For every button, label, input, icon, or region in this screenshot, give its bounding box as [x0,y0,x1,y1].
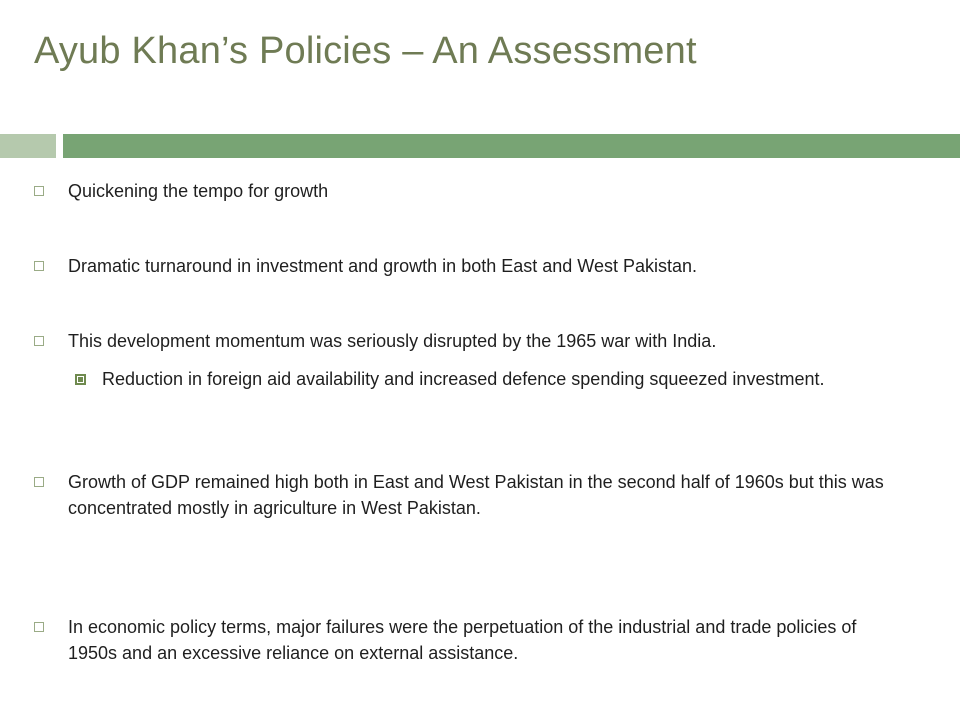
bullet-item [68,178,898,204]
sub-bullet-text: Reduction in foreign aid availability and increased defence spending squeezed investment. [102,369,825,389]
bullet-item [68,469,898,521]
square-bullet-icon [34,477,44,487]
accent-band-light [0,134,56,158]
bullet-text: Growth of GDP remained high both in East and West Pakistan in the second half of 1960s but this was concentrated mostly in agriculture in West Pakistan. [68,472,884,518]
square-bullet-icon [34,186,44,196]
accent-band-dark [63,134,960,158]
square-bullet-icon [34,336,44,346]
bullet-text: Quickening the tempo for growth [68,181,329,201]
bullet-item [68,614,898,666]
bullet-text: This development momentum was seriously disrupted by the 1965 war with India. [68,331,717,351]
square-bullet-icon [34,622,44,632]
bullet-item [68,253,898,279]
square-bullet-icon [34,261,44,271]
sub-bullet-item [102,366,882,392]
filled-square-bullet-icon [75,374,86,385]
bullet-text: In economic policy terms, major failures were the perpetuation of the industrial and trade policies of 1950s and an excessive reliance on external assistance. [68,617,857,663]
bullet-text: Dramatic turnaround in investment and growth in both East and West Pakistan. [68,256,697,276]
bullet-item [68,328,898,354]
slide-title: Ayub Khan’s Policies – An Assessment [34,30,697,72]
